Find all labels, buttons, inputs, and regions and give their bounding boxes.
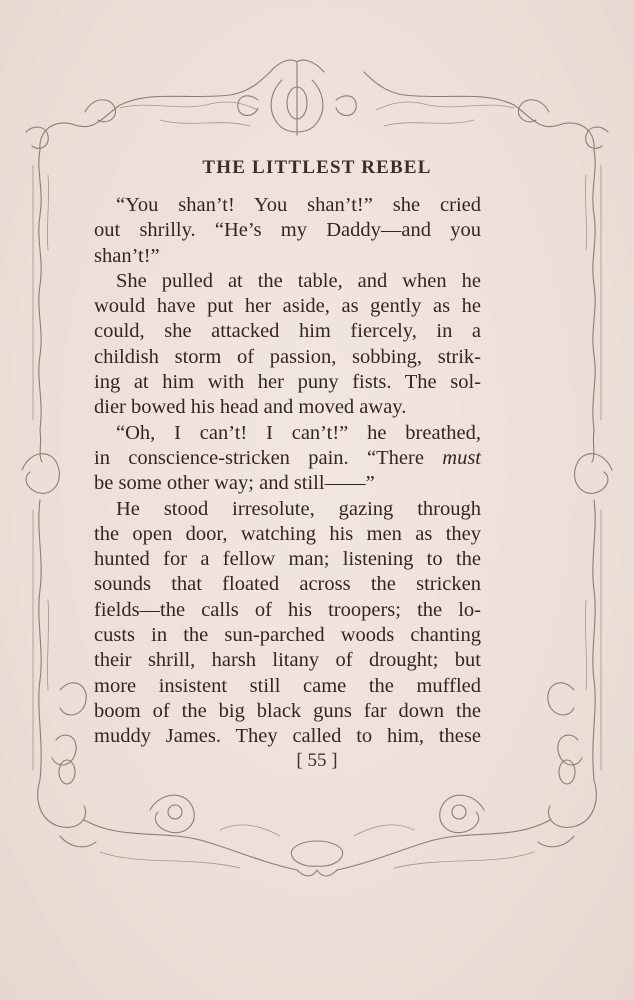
- text-line: “Oh, I can’t! I can’t!” he breathed,: [116, 421, 481, 444]
- text-line: out shrilly. “He’s my Daddy—and you: [94, 219, 481, 242]
- text-line: more insistent still came the muffled: [94, 674, 481, 697]
- text-line: He stood irresolute, gazing through: [116, 497, 481, 520]
- left-ornament: [22, 150, 86, 784]
- bottom-ornament: [38, 780, 597, 876]
- right-ornament: [548, 150, 612, 784]
- text-line: dier bowed his head and moved away.: [94, 396, 407, 419]
- text-line: ing at him with her puny fists. The sol-: [94, 371, 481, 394]
- text-line: could, she attacked him fiercely, in a: [94, 320, 481, 343]
- emphasis: must: [442, 446, 481, 469]
- text-line: shan’t!”: [94, 244, 160, 267]
- text-line: childish storm of passion, sobbing, strik-: [94, 345, 481, 368]
- page-number: [ 55 ]: [296, 750, 338, 771]
- running-head: THE LITTLEST REBEL: [202, 157, 432, 178]
- text-line: be some other way; and still——”: [94, 472, 375, 495]
- text-line: the open door, watching his men as they: [94, 522, 481, 545]
- text-line: would have put her aside, as gently as he: [94, 295, 481, 318]
- text-line: sounds that floated across the stricken: [94, 573, 481, 596]
- body-text: [94, 193, 481, 750]
- top-ornament: [26, 60, 608, 150]
- text-line: She pulled at the table, and when he: [116, 269, 481, 292]
- text-line: hunted for a fellow man; listening to the: [94, 548, 481, 571]
- text-line: boom of the big black guns far down the: [94, 699, 481, 722]
- text-line: fields—the calls of his troopers; the lo-: [94, 598, 481, 621]
- text-line: in conscience-stricken pain. “There must: [94, 446, 481, 469]
- text-line: their shrill, harsh litany of drought; but: [94, 649, 481, 672]
- text-line: muddy James. They called to him, these: [94, 725, 481, 748]
- text-line: “You shan’t! You shan’t!” she cried: [116, 194, 481, 216]
- text-line: custs in the sun-parched woods chanting: [94, 624, 481, 647]
